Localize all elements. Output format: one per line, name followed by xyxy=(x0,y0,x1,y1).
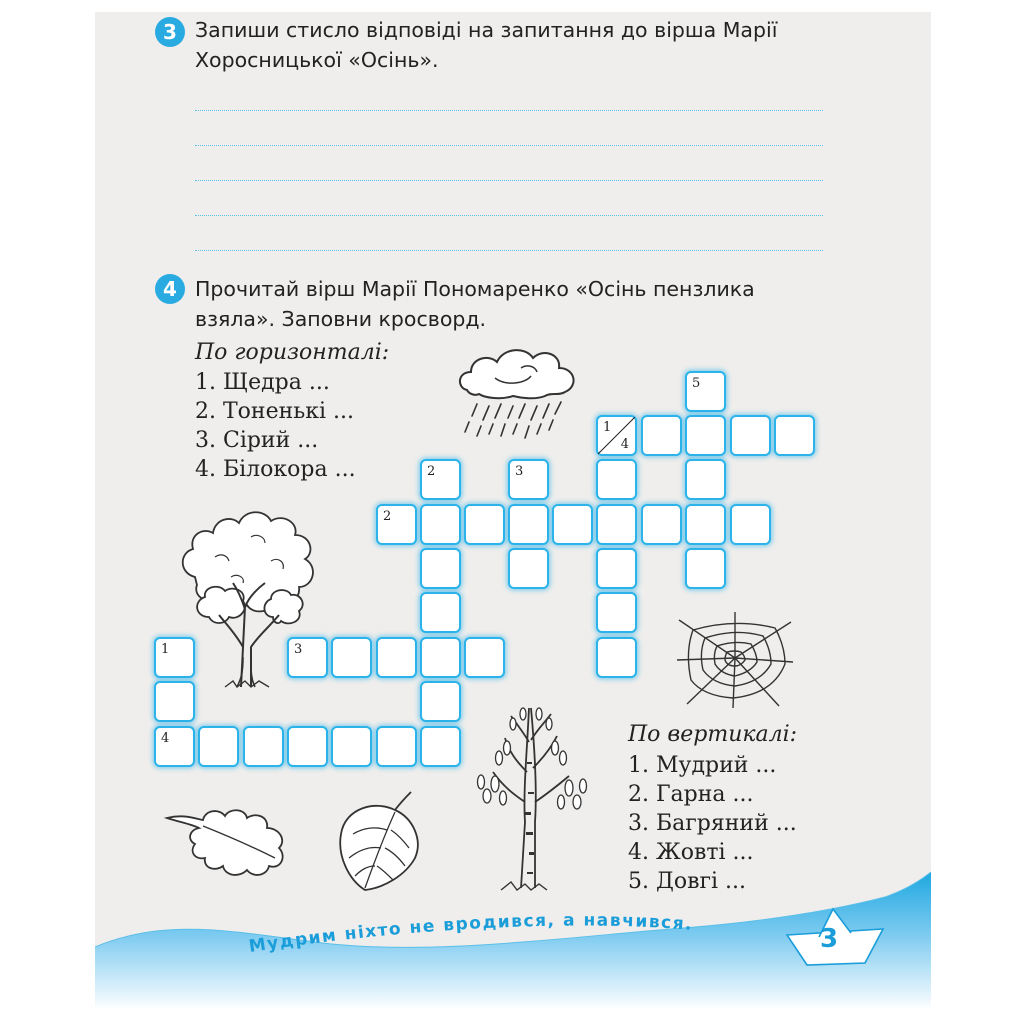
motto-text-path: Мудрим ніхто не вродився, а навчився. xyxy=(247,910,694,957)
clue-number: 5 xyxy=(692,376,701,391)
task-3-line-1: Запиши стисло відповіді на запитання до вірша Марії xyxy=(195,18,778,42)
task-3-number: 3 xyxy=(155,17,185,47)
clue-number: 2 xyxy=(383,509,392,524)
vertical-clue-5: 5. Довгі ... xyxy=(628,869,747,894)
clue-number: 4 xyxy=(620,437,629,452)
page-number: 3 xyxy=(820,924,839,954)
vertical-clues-title: По вертикалі: xyxy=(628,722,798,747)
vertical-clue-2: 2. Гарна ... xyxy=(628,782,754,807)
horizontal-clue-1: 1. Щедра ... xyxy=(195,370,330,395)
wave-background xyxy=(95,12,931,1010)
task-4-number: 4 xyxy=(155,274,185,304)
vertical-clue-1: 1. Мудрий ... xyxy=(628,753,777,778)
task-4-line-2: взяла». Заповни кросворд. xyxy=(195,307,487,331)
clue-number: 3 xyxy=(515,464,524,479)
workbook-page xyxy=(95,12,931,1010)
vertical-clue-4: 4. Жовті ... xyxy=(628,840,754,865)
horizontal-clues-title: По горизонталі: xyxy=(195,340,390,365)
task-3-line-2: Хоросницької «Осінь». xyxy=(195,48,439,72)
clue-number: 4 xyxy=(161,731,170,746)
task-4-line-1: Прочитай вірш Марії Пономаренко «Осінь пензлика xyxy=(195,277,755,301)
clue-number: 1 xyxy=(603,420,612,435)
horizontal-clue-4: 4. Білокора ... xyxy=(195,457,356,482)
clue-number: 2 xyxy=(427,464,436,479)
horizontal-clue-2: 2. Тоненькі ... xyxy=(195,399,354,424)
clue-number: 3 xyxy=(294,642,303,657)
horizontal-clue-3: 3. Сірий ... xyxy=(195,428,319,453)
vertical-clue-3: 3. Багряний ... xyxy=(628,811,797,836)
clue-number: 1 xyxy=(161,642,170,657)
